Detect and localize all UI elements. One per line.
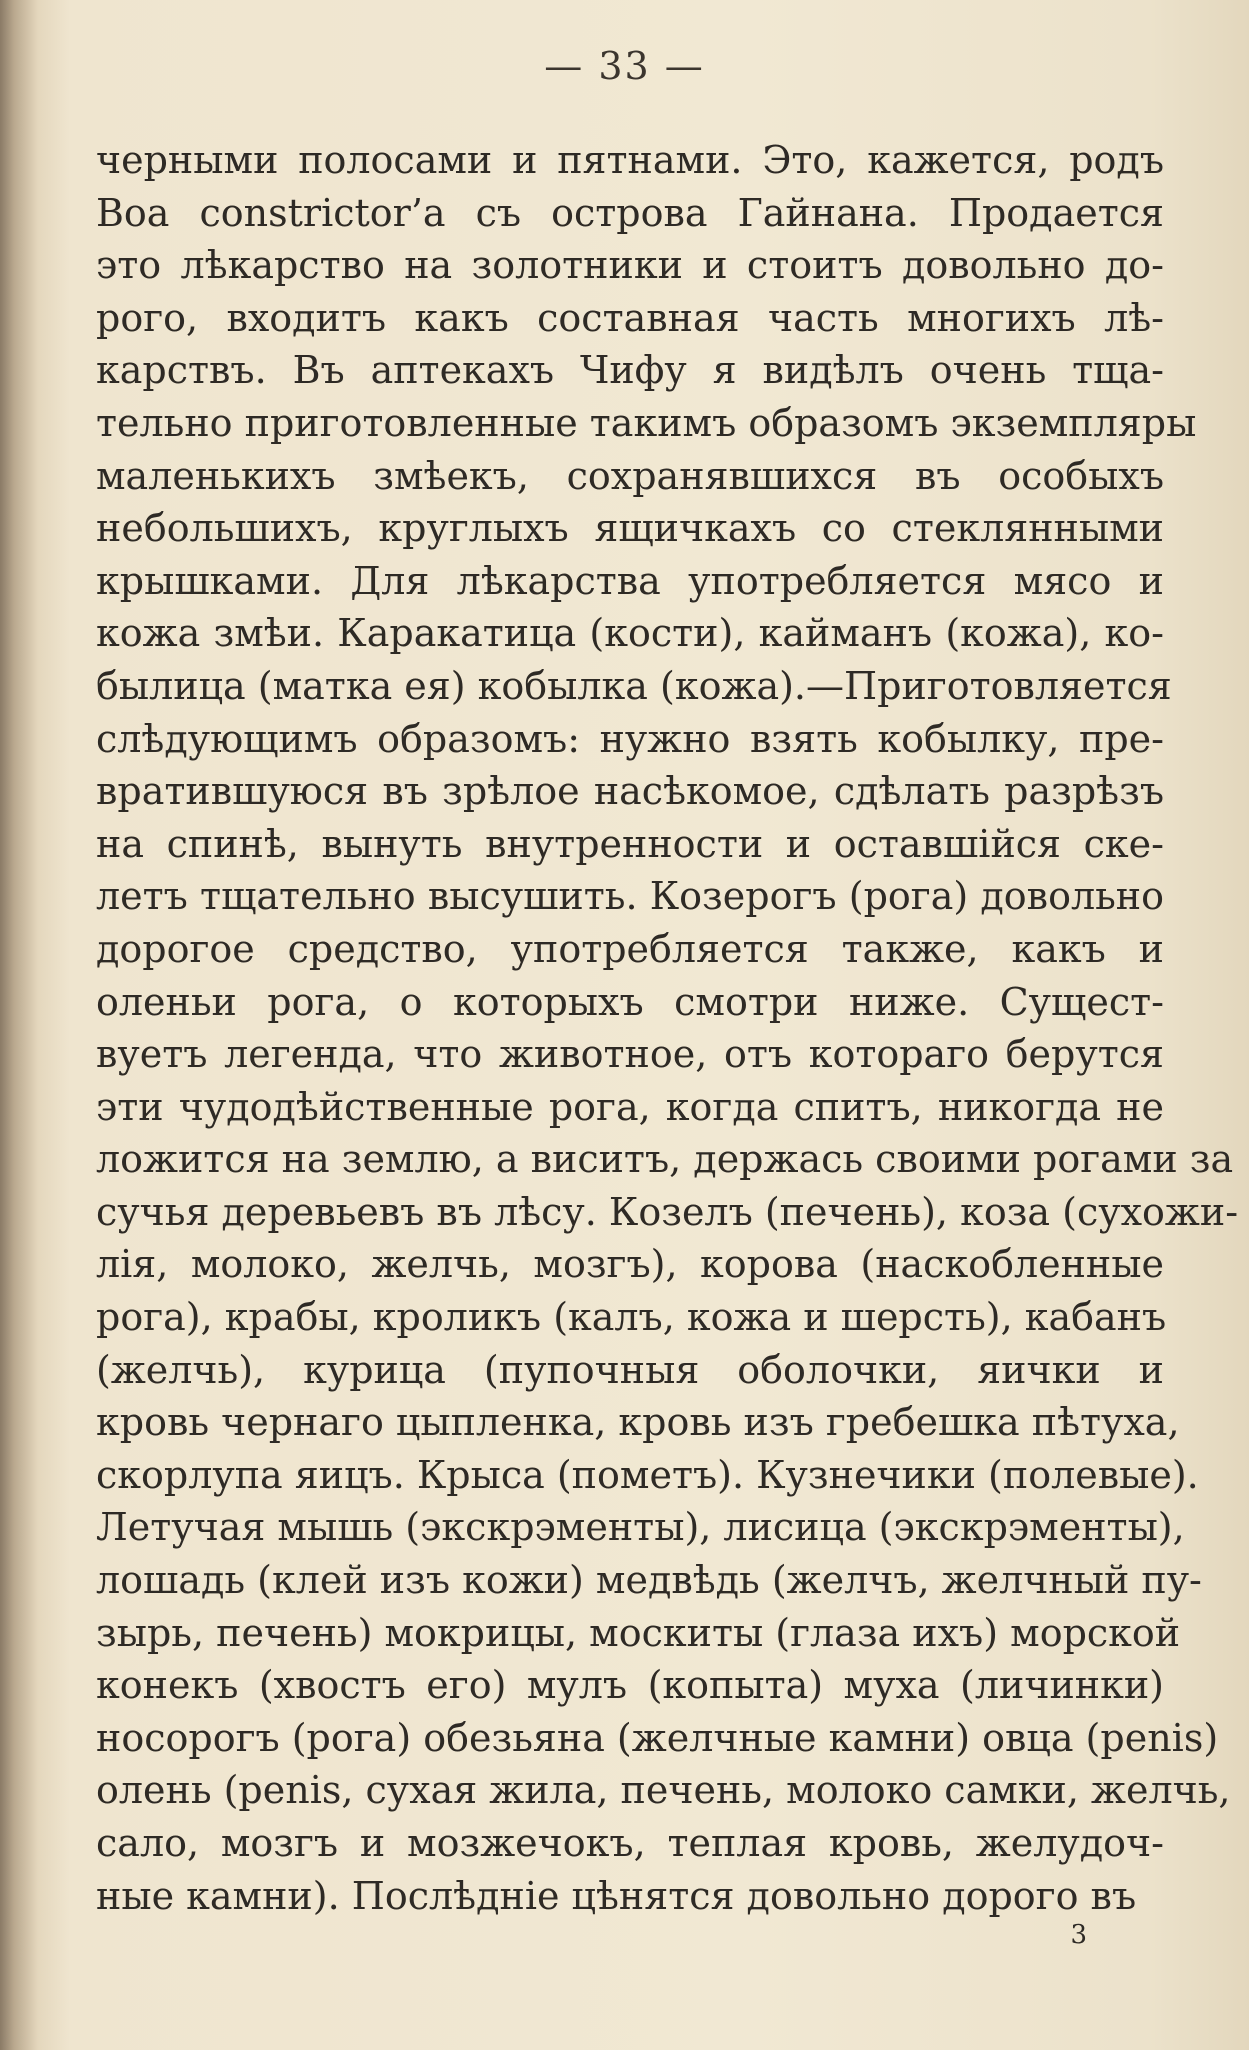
text-line: олень (penis, сухая жила, печень, молоко самки, желчь, <box>96 1768 1231 1813</box>
text-line: сучья деревьевъ въ лѣсу. Козелъ (печень), коза (сухожи- <box>96 1189 1239 1234</box>
text-line: вратившуюся въ зрѣлое насѣкомое, сдѣлать разрѣзъ <box>96 769 1164 814</box>
text-line: маленькихъ змѣекъ, сохранявшихся въ особыхъ <box>96 453 1164 498</box>
text-line: летъ тщательно высушить. Козерогъ (рога) довольно <box>96 874 1164 919</box>
text-line: Летучая мышь (экскрэменты), лисица (экскрэменты), <box>96 1505 1185 1550</box>
text-line: вуетъ легенда, что животное, отъ котораго берутся <box>96 1032 1164 1077</box>
text-line: крышками. Для лѣкарства употребляется мясо и <box>96 558 1164 603</box>
text-line: кожа змѣи. Каракатица (кости), кайманъ (кожа), ко- <box>96 611 1164 656</box>
text-line: слѣдующимъ образомъ: нужно взять кобылку, пре- <box>96 716 1164 761</box>
text-line: карствъ. Въ аптекахъ Чифу я видѣлъ очень тща- <box>96 348 1164 393</box>
text-line: тельно приготовленные такимъ образомъ экземпляры <box>96 400 1197 445</box>
text-line: зырь, печень) мокрицы, москиты (глаза ихъ) морской <box>96 1610 1181 1655</box>
text-line: конекъ (хвостъ его) мулъ (копыта) муха (личинки) <box>96 1663 1164 1708</box>
text-line: ложится на землю, а виситъ, держась своими рогами за <box>96 1137 1234 1182</box>
text-line: былица (матка ея) кобылка (кожа).—Приготовляется <box>96 663 1172 708</box>
text-line: небольшихъ, круглыхъ ящичкахъ со стеклянными <box>96 506 1164 551</box>
text-line: на спинѣ, вынуть внутренности и оставшійся ске- <box>96 821 1164 866</box>
text-line: ные камни). Послѣдніе цѣнятся довольно дорого въ <box>96 1873 1137 1918</box>
text-line: скорлупа яицъ. Крыса (пометъ). Кузнечики (полевые). <box>96 1452 1199 1497</box>
text-line: лошадь (клей изъ кожи) медвѣдь (желчъ, желчный пу- <box>96 1558 1202 1603</box>
text-line: рого, входитъ какъ составная часть многихъ лѣ- <box>96 295 1164 340</box>
text-line: сало, мозгъ и мозжечокъ, теплая кровь, желудоч- <box>96 1821 1164 1865</box>
text-line: (желчь), курица (пупочныя оболочки, яички и <box>96 1347 1164 1392</box>
text-line: Boa constrictor’а съ острова Гайнана. Продается <box>96 190 1164 235</box>
signature-mark: 3 <box>1070 1920 1087 1950</box>
text-line: носорогъ (рога) обезьяна (желчные камни) овца (penis) <box>96 1715 1219 1760</box>
text-line: лія, молоко, желчь, мозгъ), корова (наскобленные <box>96 1242 1164 1287</box>
text-line: оленьи рога, о которыхъ смотри ниже. Сущест- <box>96 979 1164 1024</box>
text-line: кровь чернаго цыпленка, кровь изъ гребешка пѣтуха, <box>96 1400 1180 1445</box>
text-line: дорогое средство, употребляется также, какъ и <box>96 926 1164 971</box>
text-line: эти чудодѣйственные рога, когда спитъ, никогда не <box>96 1084 1164 1129</box>
text-line: рога), крабы, кроликъ (калъ, кожа и шерсть), кабанъ <box>96 1295 1167 1340</box>
page-number-header: — 33 — <box>544 44 705 88</box>
body-text <box>96 134 1239 1922</box>
text-line: это лѣкарство на золотники и стоитъ довольно до- <box>96 243 1164 288</box>
text-line: черными полосами и пятнами. Это, кажется, родъ <box>96 138 1164 182</box>
